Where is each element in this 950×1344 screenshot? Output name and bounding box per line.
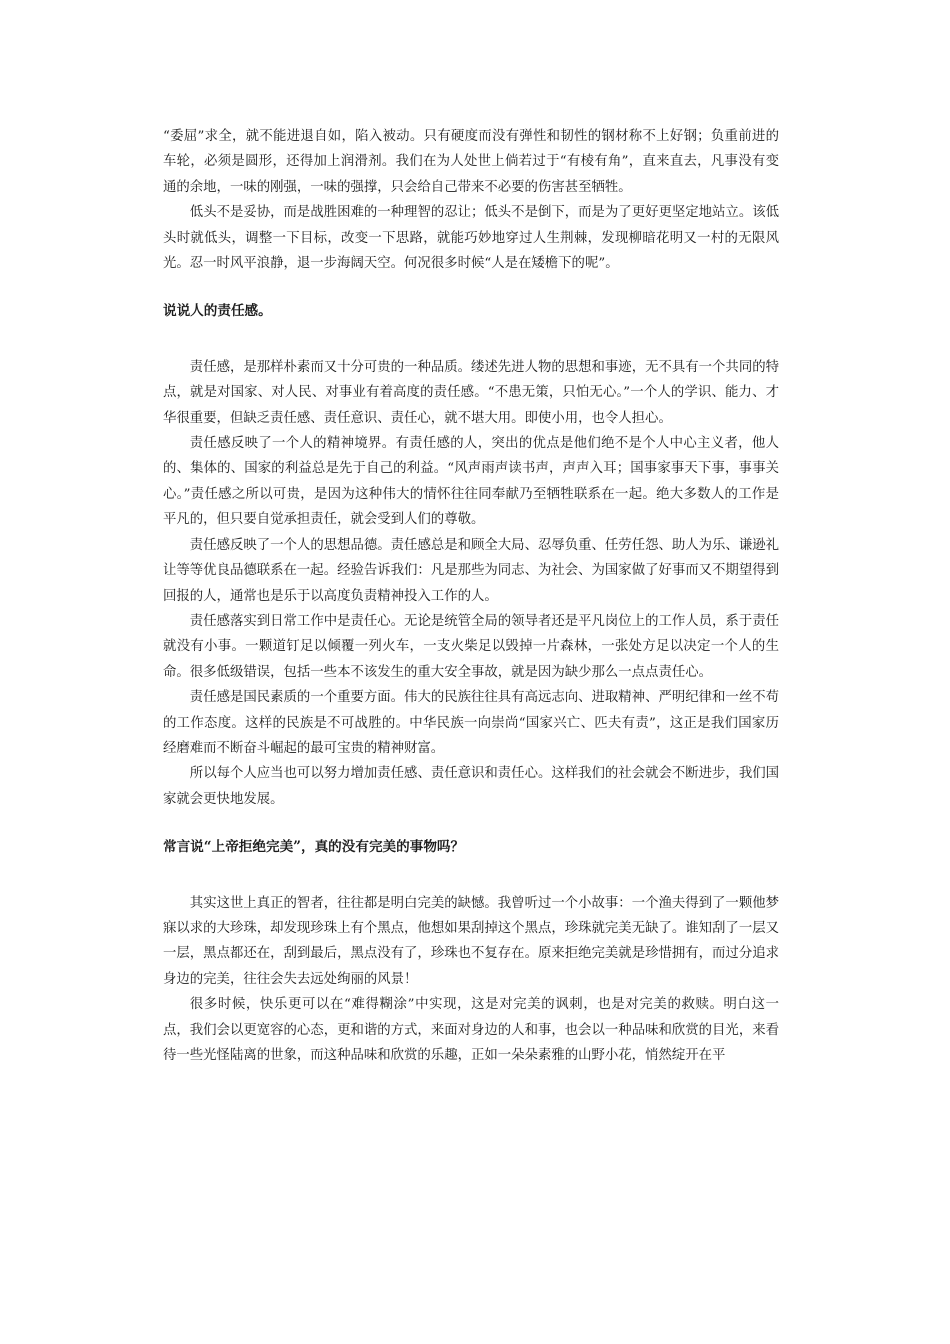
paragraph: 责任感反映了一个人的精神境界。有责任感的人，突出的优点是他们绝不是个人中心主义者，他人的、集体的、国家的利益总是先于自己的利益。“风声雨声读书声，声声入耳；国事家事天下事，事事关心。”责任感之所以可贵，是因为这种伟大的情怀往往同奉献乃至牺牲联系在一起。绝大多数人的工作是平凡的，但只要自觉承担责任，就会受到人们的尊敬。 [163, 436, 779, 528]
document-page [163, 124, 779, 1068]
section-perfection [163, 835, 779, 1068]
paragraph: 所以每个人应当也可以努力增加责任感、责任意识和责任心。这样我们的社会就会不断进步，我们国家就会更快地发展。 [163, 766, 779, 807]
paragraph: 很多时候，快乐更可以在“难得糊涂”中实现，这是对完美的讽刺，也是对完美的救赎。明白这一点，我们会以更宽容的心态，更和谐的方式，来面对身边的人和事，也会以一种品味和欣赏的目光，来看待一些光怪陆离的世象，而这种品味和欣赏的乐趣，正如一朵朵素雅的山野小花，悄然绽开在平 [163, 997, 779, 1063]
paragraph: “委屈”求全，就不能进退自如，陷入被动。只有硬度而没有弹性和韧性的钢材称不上好钢；负重前进的车轮，必须是圆形，还得加上润滑剂。我们在为人处世上倘若过于“有棱有角”，直来直去，凡事没有变通的余地，一味的刚强，一味的强撑，只会给自己带来不必要的伤害甚至牺牲。 [163, 129, 779, 195]
section-heading: 常言说“上帝拒绝完美”，真的没有完美的事物吗？ [163, 839, 465, 856]
paragraph: 责任感反映了一个人的思想品德。责任感总是和顾全大局、忍辱负重、任劳任怨、助人为乐、谦逊礼让等等优良品德联系在一起。经验告诉我们：凡是那些为同志、为社会、为国家做了好事而又不期望得到回报的人，通常也是乐于以高度负责精神投入工作的人。 [163, 537, 779, 604]
section-responsibility [163, 299, 779, 812]
paragraph: 其实这世上真正的智者，往往都是明白完美的缺憾。我曾听过一个小故事：一个渔夫得到了一颗他梦寐以求的大珍珠，却发现珍珠上有个黑点，他想如果刮掉这个黑点，珍珠就完美无缺了。谁知刮了一层又一层，黑点都还在，刮到最后，黑点没有了，珍珠也不复存在。原来拒绝完美就是珍惜拥有，而过分追求身边的完美，往往会失去远处绚丽的风景！ [163, 895, 779, 987]
paragraph: 责任感落实到日常工作中是责任心。无论是统管全局的领导者还是平凡岗位上的工作人员，系于责任就没有小事。一颗道钉足以倾覆一列火车，一支火柴足以毁掉一片森林，一张处方足以决定一个人的生命。很多低级错误，包括一些本不该发生的重大安全事故，就是因为缺少那么一点点责任心。 [163, 613, 779, 680]
section-heading: 说说人的责任感。 [163, 303, 272, 320]
paragraph: 责任感是国民素质的一个重要方面。伟大的民族往往具有高远志向、进取精神、严明纪律和一丝不苟的工作态度。这样的民族是不可战胜的。中华民族一向崇尚“国家兴亡、匹夫有责”，这正是我们国家历经磨难而不断奋斗崛起的最可宝贵的精神财富。 [163, 690, 779, 756]
paragraph: 低头不是妥协，而是战胜困难的一种理智的忍让；低头不是倒下，而是为了更好更坚定地站立。该低头时就低头，调整一下目标，改变一下思路，就能巧妙地穿过人生荆棘，发现柳暗花明又一村的无限风光。忍一时风平浪静，退一步海阔天空。何况很多时候“人是在矮檐下的呢”。 [163, 205, 779, 272]
paragraph: 责任感，是那样朴素而又十分可贵的一种品质。缕述先进人物的思想和事迹，无不具有一个共同的特点，就是对国家、对人民、对事业有着高度的责任感。“不患无策，只怕无心。”一个人的学识、能力、才华很重要，但缺乏责任感、责任意识、责任心，就不堪大用。即使小用，也令人担心。 [163, 359, 779, 426]
section-opening [163, 124, 779, 276]
